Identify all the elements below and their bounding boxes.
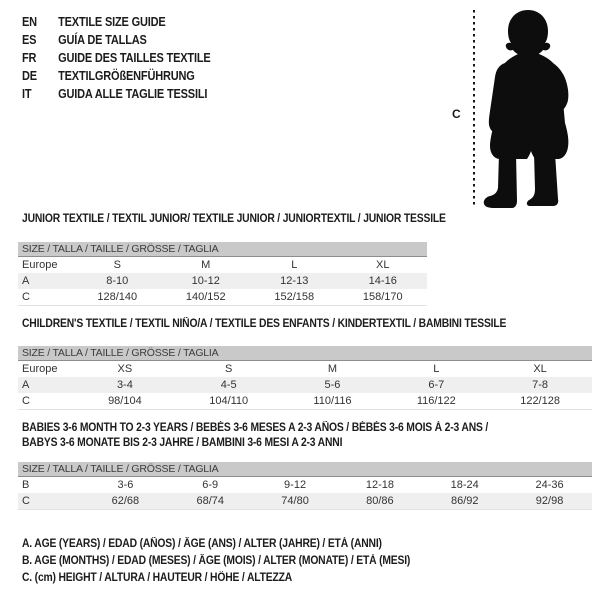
measure-label-c: C: [452, 107, 461, 121]
row-label: A: [22, 379, 30, 391]
lang-label: GUIDE DES TAILLES TEXTILE: [58, 51, 211, 65]
row-cell: 24-36: [535, 479, 564, 491]
row-cell: 68/74: [196, 495, 224, 507]
row-cell: S: [113, 259, 121, 271]
row-cell: 4-5: [220, 379, 237, 391]
row-cell: XS: [117, 363, 133, 375]
row-cell: 110/116: [313, 395, 352, 407]
lang-label: TEXTILE SIZE GUIDE: [58, 15, 166, 29]
row-cell: 6-7: [428, 379, 445, 391]
row-cell: 128/140: [97, 291, 138, 303]
footnote-a: A. AGE (YEARS) / EDAD (AÑOS) / ÂGE (ANS) / ALTER (JAHRE) / ETÀ (ANNI): [22, 538, 382, 550]
row-cell: 5-6: [324, 379, 341, 391]
lang-label: GUIDA ALLE TAGLIE TESSILI: [58, 87, 208, 101]
row-cell: 158/170: [362, 291, 403, 303]
row-label: C: [22, 395, 30, 407]
babies-table-title: [22, 421, 488, 451]
row-cell: 6-9: [202, 479, 219, 491]
babies-size-table: [18, 462, 592, 510]
lang-row-it: [22, 85, 211, 103]
row-cell: 7-8: [532, 379, 549, 391]
table-row-europe: [18, 361, 592, 377]
row-cell: L: [291, 259, 298, 271]
row-cell: 62/68: [111, 495, 140, 507]
row-cell: XL: [533, 363, 547, 375]
row-cell: 104/110: [209, 395, 249, 407]
babies-title-line2: BABYS 3-6 MONATE BIS 2-3 JAHRE / BAMBINI 3-6 MESI A 2-3 ANNI: [22, 437, 343, 449]
row-cell: 3-4: [116, 379, 133, 391]
row-cell: 12-13: [280, 275, 309, 287]
table-row-height: [18, 289, 427, 305]
row-label: A: [22, 275, 30, 287]
table-row-age: [18, 273, 427, 289]
footnote-b: B. AGE (MONTHS) / EDAD (MESES) / ÂGE (MOIS) / ALTER (MONATE) / ETÀ (MESI): [22, 555, 411, 567]
baby-silhouette-icon: [481, 5, 577, 209]
language-title-list: [22, 13, 236, 103]
table-row-age: [18, 377, 592, 393]
height-measure-dashed-line: [473, 10, 475, 206]
row-cell: 74/80: [281, 495, 309, 507]
footnote-c: C. (cm) HEIGHT / ALTURA / HAUTEUR / HÖHE / ALTEZZA: [22, 572, 293, 584]
table-row-height: [18, 493, 592, 509]
row-label: C: [22, 291, 30, 303]
row-cell: 122/128: [520, 395, 560, 407]
table-row-height: [18, 393, 592, 409]
lang-code: ES: [22, 33, 37, 47]
row-label: C: [22, 495, 30, 507]
lang-row-de: [22, 67, 211, 85]
lang-code: FR: [22, 51, 37, 65]
row-cell: S: [225, 363, 233, 375]
row-cell: 86/92: [450, 495, 479, 507]
lang-code: EN: [22, 15, 37, 29]
row-cell: 116/122: [416, 395, 456, 407]
row-label: Europe: [22, 259, 58, 271]
row-cell: 18-24: [450, 479, 479, 491]
row-label: B: [22, 479, 30, 491]
row-cell: 98/104: [108, 395, 142, 407]
lang-label: GUÍA DE TALLAS: [58, 33, 147, 47]
row-cell: 12-18: [365, 479, 394, 491]
row-cell: M: [201, 259, 211, 271]
row-cell: 80/86: [366, 495, 394, 507]
row-cell: 14-16: [368, 275, 397, 287]
lang-row-fr: [22, 49, 211, 67]
row-cell: 10-12: [191, 275, 220, 287]
row-cell: 8-10: [106, 275, 129, 287]
table-row-age-months: [18, 477, 592, 493]
lang-label: TEXTILGRÖßENFÜHRUNG: [58, 69, 195, 83]
row-label: Europe: [22, 363, 58, 375]
row-cell: L: [433, 363, 440, 375]
row-cell: 9-12: [284, 479, 307, 491]
row-cell: M: [327, 363, 338, 375]
footnote-legend: [22, 536, 453, 587]
row-cell: 3-6: [117, 479, 134, 491]
row-cell: 152/158: [274, 291, 315, 303]
row-cell: 140/152: [185, 291, 226, 303]
lang-code: IT: [22, 87, 32, 101]
junior-table-title: JUNIOR TEXTILE / TEXTIL JUNIOR/ TEXTILE JUNIOR / JUNIORTEXTIL / JUNIOR TESSILE: [22, 213, 446, 225]
row-cell: 92/98: [535, 495, 564, 507]
lang-row-en: [22, 13, 211, 31]
size-header-bar: SIZE / TALLA / TAILLE / GRÖSSE / TAGLIA: [18, 242, 427, 257]
children-size-table: [18, 346, 592, 410]
lang-code: DE: [22, 69, 37, 83]
table-row-europe: [18, 257, 427, 273]
size-header-bar: SIZE / TALLA / TAILLE / GRÖSSE / TAGLIA: [18, 462, 592, 477]
junior-size-table: [18, 242, 427, 306]
babies-title-line1: BABIES 3-6 MONTH TO 2-3 YEARS / BEBÉS 3-6 MESES A 2-3 AÑOS / BÉBÉS 3-6 MOIS À 2-3 ANS /: [22, 422, 489, 434]
children-table-title: CHILDREN'S TEXTILE / TEXTIL NIÑO/A / TEXTILE DES ENFANTS / KINDERTEXTIL / BAMBINI TESSILE: [22, 318, 507, 330]
size-header-bar: SIZE / TALLA / TAILLE / GRÖSSE / TAGLIA: [18, 346, 592, 361]
lang-row-es: [22, 31, 211, 49]
row-cell: XL: [376, 259, 390, 271]
